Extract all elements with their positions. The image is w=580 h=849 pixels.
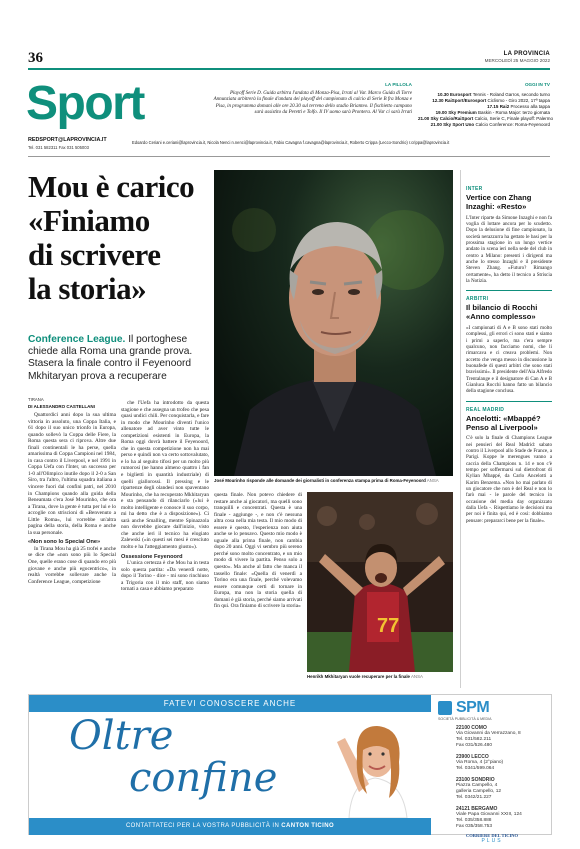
- col2-paragraph-1: che l'Uefa ha introdotto da questa stagione e che assegna un trofeo che pesa quasi undici chili. Per conquistarla, e fare in modo che Mourinho diventi l'unico allenatore ad aver vinto tutte le competizioni esistenti in Europa, la Roma oggi dovrà battere il Feyenoord, che in questa competizione non ha mai perso e quindi non va certo sottovalutato, e lo ha al seguito tifosi per un molto più rumorosi (ne hanno almeno quattro i fan e biglietti in quantità industriale) di quelli giallorossi. Il pressing e le ripartenze degli olandesi non spaventano Mourinho, che ha recuperato Mkhitaryan e sta pensando di rilanciarlo («lui è molto intelligente e conosce il suo corpo, mi ha detto che è a disposizione»). Ci sarà anche Smalling, mentre Spinazzola non dovrebbe giocare dall'inizio, visto che anche ieri il tecnico ha elogiato Zalewski («in questi sei mesi è cresciuto molto e ha l'atteggiamento giusto»).: [121, 400, 209, 551]
- ad-bottom-prefix: CONTATTATECI PER LA VOSTRA PUBBLICITÀ IN: [125, 823, 280, 829]
- tv-box: [418, 82, 554, 128]
- tv-channel: RaiSport/Eurosport: [444, 98, 487, 103]
- office-city: 23100 SONDRIO: [456, 777, 495, 783]
- email-line: [28, 137, 107, 143]
- tv-row: [418, 122, 550, 128]
- spm-mark-icon: [438, 701, 452, 715]
- tv-channel: Sky Sport Uno: [443, 122, 475, 127]
- caption-2-credit: ANSA: [410, 674, 423, 679]
- headline-line-1: Mou è carico: [28, 169, 195, 204]
- sidebar-item-inter: [466, 186, 552, 284]
- sidebar-arbitri-body: «I campionati di A e B sono stati molto complessi, gli errori ci sono stati e siamo i primi a saperlo, ma c'era sempre qualcuno, non facciamo nomi, che li rimarcava e ci creava problemi. Non accetto che venga messo in discussione la buonafede di questi arbitri che sono stati bravissimi». Il presidente dell'Aia Alfredo Trentalange e il designatore di Can A e B Gianluca Rocchi hanno fatto un bilancio della stagione conclusa.: [466, 324, 552, 395]
- spm-offices: [438, 725, 546, 830]
- col1-subhead: «Non sono lo Special One»: [28, 539, 101, 546]
- tv-time: 21.00: [418, 116, 430, 121]
- pillola-text: Playoff Serie D. Guida arbitra l'andata di Monza-Pisa, Irrati al Var. Marco Guida di Torre Annunziata arbitrerà la finale d'andata dei playoff del campionato di calcio di Serie B fra Monza e Pisa, in programma domani alle ore 20.30 sul terreno dello stadio Brianteo. Il fischietto campano sarà assistito da Peretti e Tolfo. Il IV uomo sarà Prontera. Al Var ci sarà Irrati: [213, 91, 412, 115]
- ad-top-band: FATEVI CONOSCERE ANCHE: [29, 695, 431, 712]
- tv-label: OGGI IN TV: [524, 82, 550, 87]
- caption-1-text: José Mourinho risponde alle domande dei giornalisti in conferenza stampa prima di Roma-Feyenoord: [214, 478, 426, 483]
- tv-channel: Sky Calcio/RaiSport: [430, 116, 474, 121]
- photo-caption-1: [214, 478, 453, 484]
- tv-show: Processo alla tappa: [510, 104, 550, 109]
- office-line: Fax 035/358.753: [456, 824, 493, 829]
- kicker: Conference League.: [28, 334, 126, 345]
- office-line: Via Roma, 4 (2°piano): [456, 760, 504, 765]
- page-date: MERCOLEDÌ 25 MAGGIO 2022: [484, 58, 550, 63]
- pillola-label: LA PILLOLA: [385, 82, 412, 87]
- sidebar-item-real: [466, 407, 552, 524]
- office-line: Tel. 035/358.888: [456, 818, 492, 823]
- ad-script-1: Oltre: [69, 713, 174, 759]
- sidebar-real-body: C'è solo la finale di Champions League nei pensieri del Real Madrid: sabato contro il Liverpool allo Stade de France, a Parigi. Koppe le merengues vanno a caccia della Champions n. 14 e non c'è tempo per soffermarsi sul dietrofront di Kylian Mbappé, da Carlo Ancelotti a Karim Benzema. «Non ho mai parlato di un giocatore che non è del Real e non lo farò mai - le parole del tecnico in occasione del media day organizzato dalla Uefa -. Rispettiamo le decisioni ma per noi è finita qui, ed è così: dobbiamo pensare: prepararci bene per la finale».: [466, 435, 552, 524]
- spm-logo: [438, 699, 546, 717]
- office-line: Tel. 031/582.211: [456, 737, 492, 742]
- col2-subhead: Ossessione Feyenoord: [121, 553, 183, 560]
- ad-bottom-bold: CANTON TICINO: [281, 823, 335, 829]
- office-line: Piazza Campello, 4: [456, 783, 498, 788]
- mkhitaryan-illustration: [307, 492, 453, 672]
- article-col-2: [121, 400, 209, 690]
- deck: [28, 334, 214, 383]
- pillola-box: [212, 82, 412, 116]
- caption-2-text: Henrikh Mkhitaryan vuole recuperare per la finale: [307, 674, 410, 679]
- byline: DI ALESSANDRO CASTELLANI: [28, 404, 95, 409]
- sidebar-inter-section: INTER: [466, 186, 483, 192]
- col2-paragraph-2: L'unica certezza è che Mou ha in testa solo questa partita: «Da venerdì notte, dopo il Torino - dice - mi sono rinchiuso a Trigoria con il mio staff, non siamo tornati a casa e abbiamo preparato: [121, 560, 209, 593]
- email-address[interactable]: REDSPORT@LAPROVINCIA.IT: [28, 137, 107, 143]
- tv-time: 10.30: [437, 92, 449, 97]
- office-city: 24121 BERGAMO: [456, 806, 498, 812]
- tv-show: Tennis - Roland Garros, secondo turno: [472, 92, 550, 97]
- office-address: [456, 754, 546, 772]
- headline-line-2: «Finiamo: [28, 203, 150, 238]
- headline-line-3: di scrivere: [28, 237, 161, 272]
- office-address: [456, 725, 546, 749]
- col1-paragraph-1: Quattordici anni dopo la sua ultima vittoria in assoluto, una Coppa Italia, e 61 dopo il suo unico trionfo in Europa, quando sollevò la Coppa delle Fiere, la Roma questa sera ci riprova. Altre due finali continentali le ha perse, quella amarissima di Coppa Campioni nel 1984, in casa contro il Liverpool, e nel 1991 in Coppa Uefa con l'Inter, un successo per 1-0 all'Olimpico inutile dopo il 2-0 a San Siro, tra l'altro, l'ultima squadra italiana a vincere fuori dal confini patri, nel 2010 in Champions quando alla guida della Beneamata c'era José Mourinho, che ora a Tirana, dove la gente è tutta per lui e lo accoglie con striscioni di «Benvenuto a Little Roma», lui vorrebbe un'altra pagina della storia, della Roma e anche la sua personale.: [28, 412, 116, 536]
- paper-name: LA PROVINCIA: [503, 51, 550, 57]
- mourinho-illustration: [214, 170, 453, 476]
- office-address: [456, 806, 546, 830]
- page-number: 36: [28, 50, 43, 66]
- photo-mkhitaryan: [307, 492, 453, 672]
- sidebar-arbitri-title: Il bilancio di Rocchi «Anno complesso»: [466, 303, 538, 322]
- advertisement[interactable]: [28, 694, 552, 844]
- tv-time: 21.00: [430, 122, 442, 127]
- sidebar-divider-1: [466, 290, 552, 291]
- sidebar-real-section: REAL MADRID: [466, 406, 505, 413]
- article-col-3: [214, 492, 302, 690]
- cdt-line-1: CORRIERE DEL TICINO: [466, 833, 518, 838]
- cdt-logo: [438, 833, 546, 844]
- tv-show: Calcio, Serie C, Finale playoff: Palermo: [474, 116, 554, 121]
- office-city: 23900 LECCO: [456, 754, 489, 760]
- tv-channel: Sky Premium: [448, 110, 477, 115]
- office-line: Fax 031/526.480: [456, 743, 493, 748]
- ad-script-2: confine: [129, 755, 278, 801]
- cdt-line-2: PLUS: [481, 838, 503, 844]
- office-line: Viale Papa Giovanni XXIII, 124: [456, 812, 522, 817]
- location-tag: TIRANA: [28, 397, 44, 402]
- main-headline: [28, 170, 208, 306]
- section-title: Sport: [26, 77, 144, 130]
- deck-text: Il portoghese chiede alla Roma una grande prova. Stasera la finale contro il Feyenoord Mkhitaryan prova a recuperare: [28, 334, 193, 382]
- office-line: Via Giovanni da Verrazzano, 8: [456, 731, 521, 736]
- ad-woman-illustration: [319, 712, 431, 818]
- caption-1-credit: ANSA: [426, 478, 439, 483]
- article-col-1: [28, 412, 116, 690]
- tv-time: 17.15: [487, 104, 499, 109]
- photo-mourinho: [214, 170, 453, 476]
- spm-panel: [432, 695, 552, 844]
- sidebar-divider-2: [466, 401, 552, 402]
- phone-line: Tel. 031 582311 Fax 031 505003: [28, 145, 89, 150]
- spm-sub: SOCIETÀ PUBBLICITÀ & MEDIA: [438, 717, 492, 721]
- tv-channel: Rai2: [499, 104, 510, 109]
- sidebar: [466, 186, 552, 524]
- tv-channel: Eurosport: [450, 92, 472, 97]
- sidebar-rule: [460, 170, 461, 688]
- tv-list: [418, 92, 554, 128]
- office-line: Tel. 0342/21.227: [456, 795, 492, 800]
- col3-paragraph-1: questa finale. Non potevo chiedere di restare anche ai giocatori, ma quelli sono tranquilli e concentrati. Questa è una finale - aggiunge -, e non c'è nessuna altra cosa nella mia testa. Il mio modo di essere è questo, l'esperienza non aiuta anche se lo pensavo. Questo mio modo è uguale alla prima finale, non cambia dopo 20 anni. Oggi vi sembro più sereno perché sono molto concentrato, e un mio modo di vivere la partita. Penso solo a questo». Ma anche al fatto che manca il tassello finale: «Quella di venerdì a Torino era una finale, perché volevamo essere comunque certi di tornare in Europa, ma non la storia quella di domani è già storia, perché siamo arrivati fin qui. Ora finiamo di scrivere la storia»: [214, 492, 302, 610]
- photo-caption-2: [307, 674, 453, 680]
- tv-show: Baskin - Roma Major: terzo giornata: [477, 110, 550, 115]
- subheader-rule: [28, 156, 550, 157]
- office-city: 22100 COMO: [456, 725, 487, 731]
- sidebar-arbitri-section: ARBITRI: [466, 296, 489, 303]
- sidebar-inter-title: Vertice con Zhang Inzaghi: «Resto»: [466, 193, 532, 211]
- headline-line-4: la storia»: [28, 271, 147, 306]
- tv-show: Calcio Conference: Roma-Feyenoord: [475, 122, 550, 127]
- staff-line: Edoardo Ceriani e.ceriani@laprovincia.it, Nicola Nenci n.nenci@laprovincia.it, Fabio Cavagna f.cavagna@laprovincia.it, Roberto Crippa (Lecco-Sondrio) r.crippa@laprovincia.it: [132, 140, 450, 145]
- ad-bottom-band: [29, 818, 431, 835]
- office-line: Tel. 0341/599.064: [456, 766, 495, 771]
- svg-text:77: 77: [377, 615, 400, 637]
- office-address: [456, 777, 546, 801]
- sidebar-item-arbitri: [466, 296, 552, 394]
- tv-time: 12.30: [432, 98, 444, 103]
- header-rule: [28, 68, 550, 70]
- office-line: galleria Campello, 12: [456, 789, 502, 794]
- tv-show: Ciclismo - Giro 2022, 17ª tappa: [487, 98, 550, 103]
- col1-paragraph-2: In Tirana Mou ha già 25 trofei e anche se dice che «non sono più lo Special One, quelle erano cose di quando ero più giovane e anche più egocentrico», in realtà vorrebbe sollevare anche la Conference League, competizione: [28, 545, 116, 585]
- tv-time: 19.00: [435, 110, 447, 115]
- sidebar-inter-body: L'Inter riparte da Simone Inzaghi e non fa voglia di lottare ancora per lo scudetto. Dopo la delusione di fine campionato, la società nerazzurra ha gettato le basi per la prossima stagione in un lungo vertice andato in scena ieri nella sede del club in centro a Milano: presenti i dirigenti ma anche lo stesso Inzaghi e il presidente Steven Zhang. «Futuro? Rimango certamente», ha detto il tecnico a Striscia la Notizia.: [466, 214, 552, 285]
- sidebar-real-title: Ancelotti: «Mbappé? Penso al Liverpool»: [466, 413, 541, 432]
- spm-logo-text: SPM: [456, 699, 490, 716]
